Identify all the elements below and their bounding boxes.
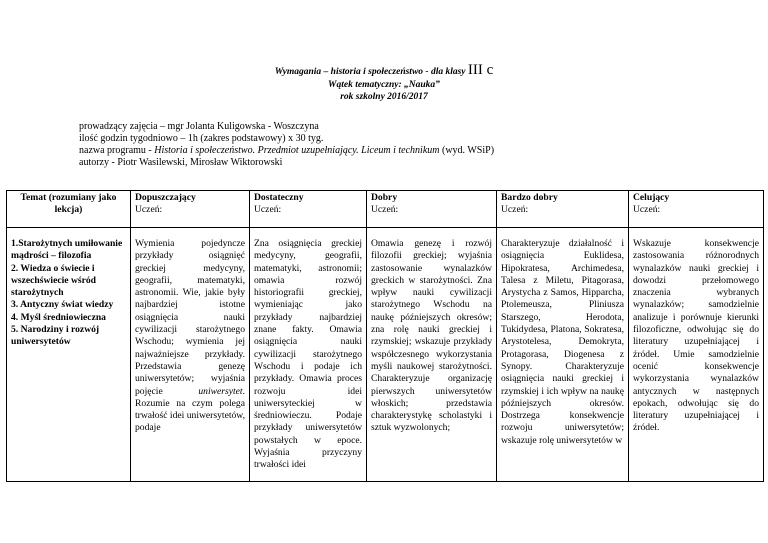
- dopuszczajacy-text: Wymienia pojedyncze przykłady osiągnięć greckiej medycyny, geografii, matematyki, astronomii. Wie, jakie były najbardziej istotne osiągnięcia nauki cywilizacji starożytnego Wschodu; wymienia jej najważniejsze przykłady. Przedstawia genezę uniwersytetów; wyjaśnia pojęcie: [135, 238, 245, 397]
- column-header-label: Dopuszczający: [135, 192, 196, 203]
- dobry-cell: Omawia genezę i rozwój filozofii greckiej; wyjaśnia zastosowanie wynalazków greckich w starożytności. Zna wpływ nauki cywilizacji starożytnego Wschodu na naukę późniejszych okresów; zna rolę nauki greckiej i rzymskiej; wskazuje przykłady współczesnego wykorzystania myśli naukowej starożytności. Charakteryzuje organizację pierwszych uniwersytetów włoskich; przedstawia charakterystykę scholastyki i sztuk wyzwolonych;: [367, 228, 497, 482]
- column-header-sublabel: Uczeń:: [633, 204, 661, 216]
- table-header-row: [7, 191, 764, 228]
- topic-item: 5. Narodziny i rozwój uniwersytetów: [11, 324, 100, 348]
- program-label: nazwa programu -: [79, 145, 155, 156]
- column-header-topic: [7, 191, 131, 228]
- column-header-label: Temat (rozumiany jako lekcja): [20, 192, 117, 216]
- column-header-dostateczny: [250, 191, 367, 228]
- column-header-dobry: [367, 191, 497, 228]
- topic-item: 1.Starożytnych umiłowanie mądrości – filozofia: [11, 238, 123, 262]
- hours-line: ilość godzin tygodniowo – 1h (zakres podstawowy) x 30 tyg.: [79, 133, 324, 144]
- column-header-label: Celujący: [633, 192, 670, 203]
- title-class: III c: [467, 62, 494, 78]
- requirements-table: [6, 190, 764, 482]
- column-header-sublabel: Uczeń:: [254, 204, 282, 216]
- column-header-label: Dobry: [371, 192, 398, 203]
- bardzo-dobry-cell: Charakteryzuje działalność i osiągnięcia Euklidesa, Hipokratesa, Archimedesa, Talesa z Miletu, Pitagorasa, Arystycha z Samos, Hipparcha, Ptolemeusza, Pliniusza Starszego, Herodota, Tukidydesa, Platona, Sokratesa, Arystotelesa, Demokryta, Protagorasa, Diogenesa z Synopy. Charakteryzuje osiągnięcia nauki greckiej i rzymskiej i ich wpływ na naukę późniejszych okresów. Dostrzega konsekwencje rozwoju uniwersytetów; wskazuje rolę uniwersytetów w: [497, 228, 629, 482]
- column-header-sublabel: Uczeń:: [371, 204, 399, 216]
- topic-item: 3. Antyczny świat wiedzy: [11, 299, 114, 311]
- column-header-sublabel: Uczeń:: [135, 204, 163, 216]
- thematic-thread: Wątek tematyczny: „Nauka”: [328, 80, 440, 90]
- dopuszczajacy-cell: [131, 228, 250, 482]
- title-main: Wymagania – historia i społeczeństwo - dla klasy: [274, 67, 466, 77]
- column-header-celujacy: [629, 191, 764, 228]
- topics-cell: [7, 228, 131, 482]
- school-year: rok szkolny 2016/2017: [340, 92, 428, 102]
- document-title: [0, 64, 768, 78]
- column-header-label: Bardzo dobry: [501, 192, 558, 203]
- program-name: Historia i społeczeństwo. Przedmiot uzupełniający. Liceum i technikum: [154, 145, 440, 156]
- program-publisher: (wyd. WSiP): [439, 145, 495, 156]
- authors-line: autorzy - Piotr Wasilewski, Mirosław Wiktorowski: [79, 157, 283, 168]
- dopuszczajacy-text-cont: . Rozumie na czym polega trwałość idei uniwersytetów, podaje: [135, 385, 245, 434]
- celujacy-cell: Wskazuje konsekwencje zastosowania różnorodnych wynalazków nauki greckiej i dowodzi przełomowego znaczenia wybranych wynalazków; samodzielnie analizuje i porównuje kierunki filozoficzne, odwołując się do literatury uzupełniającej i źródeł. Umie samodzielnie ocenić konsekwencje wykorzystania wynalazków antycznych w następnych epokach, odwołując się do literatury uzupełniającej i źródeł.: [629, 228, 764, 482]
- teacher-line: prowadzący zajęcia – mgr Jolanta Kuligowska - Woszczyna: [79, 121, 319, 132]
- topic-item: 2. Wiedza o świecie i wszechświecie wśród starożytnych: [11, 262, 96, 299]
- column-header-label: Dostateczny: [254, 192, 304, 203]
- program-line: [79, 145, 494, 157]
- table-row: [7, 228, 764, 482]
- topic-item: 4. Myśl średniowieczna: [11, 311, 106, 323]
- term-uniwersytet: uniwersytet: [198, 385, 243, 397]
- column-header-dopuszczajacy: [131, 191, 250, 228]
- dostateczny-cell: Zna osiągnięcia greckiej medycyny, geografii, matematyki, astronomii; omawia rozwój historiografii greckiej, wymieniając jako przykłady najbardziej znane fakty. Omawia osiągnięcia nauki cywilizacji starożytnego Wschodu i podaje ich przykłady. Omawia proces rozwoju idei uniwersyteckiej w średniowieczu. Podaje przykłady uniwersytetów powstałych w epoce. Wyjaśnia przyczyny trwałości idei: [250, 228, 367, 482]
- column-header-sublabel: Uczeń:: [501, 204, 529, 216]
- column-header-bardzo-dobry: [497, 191, 629, 228]
